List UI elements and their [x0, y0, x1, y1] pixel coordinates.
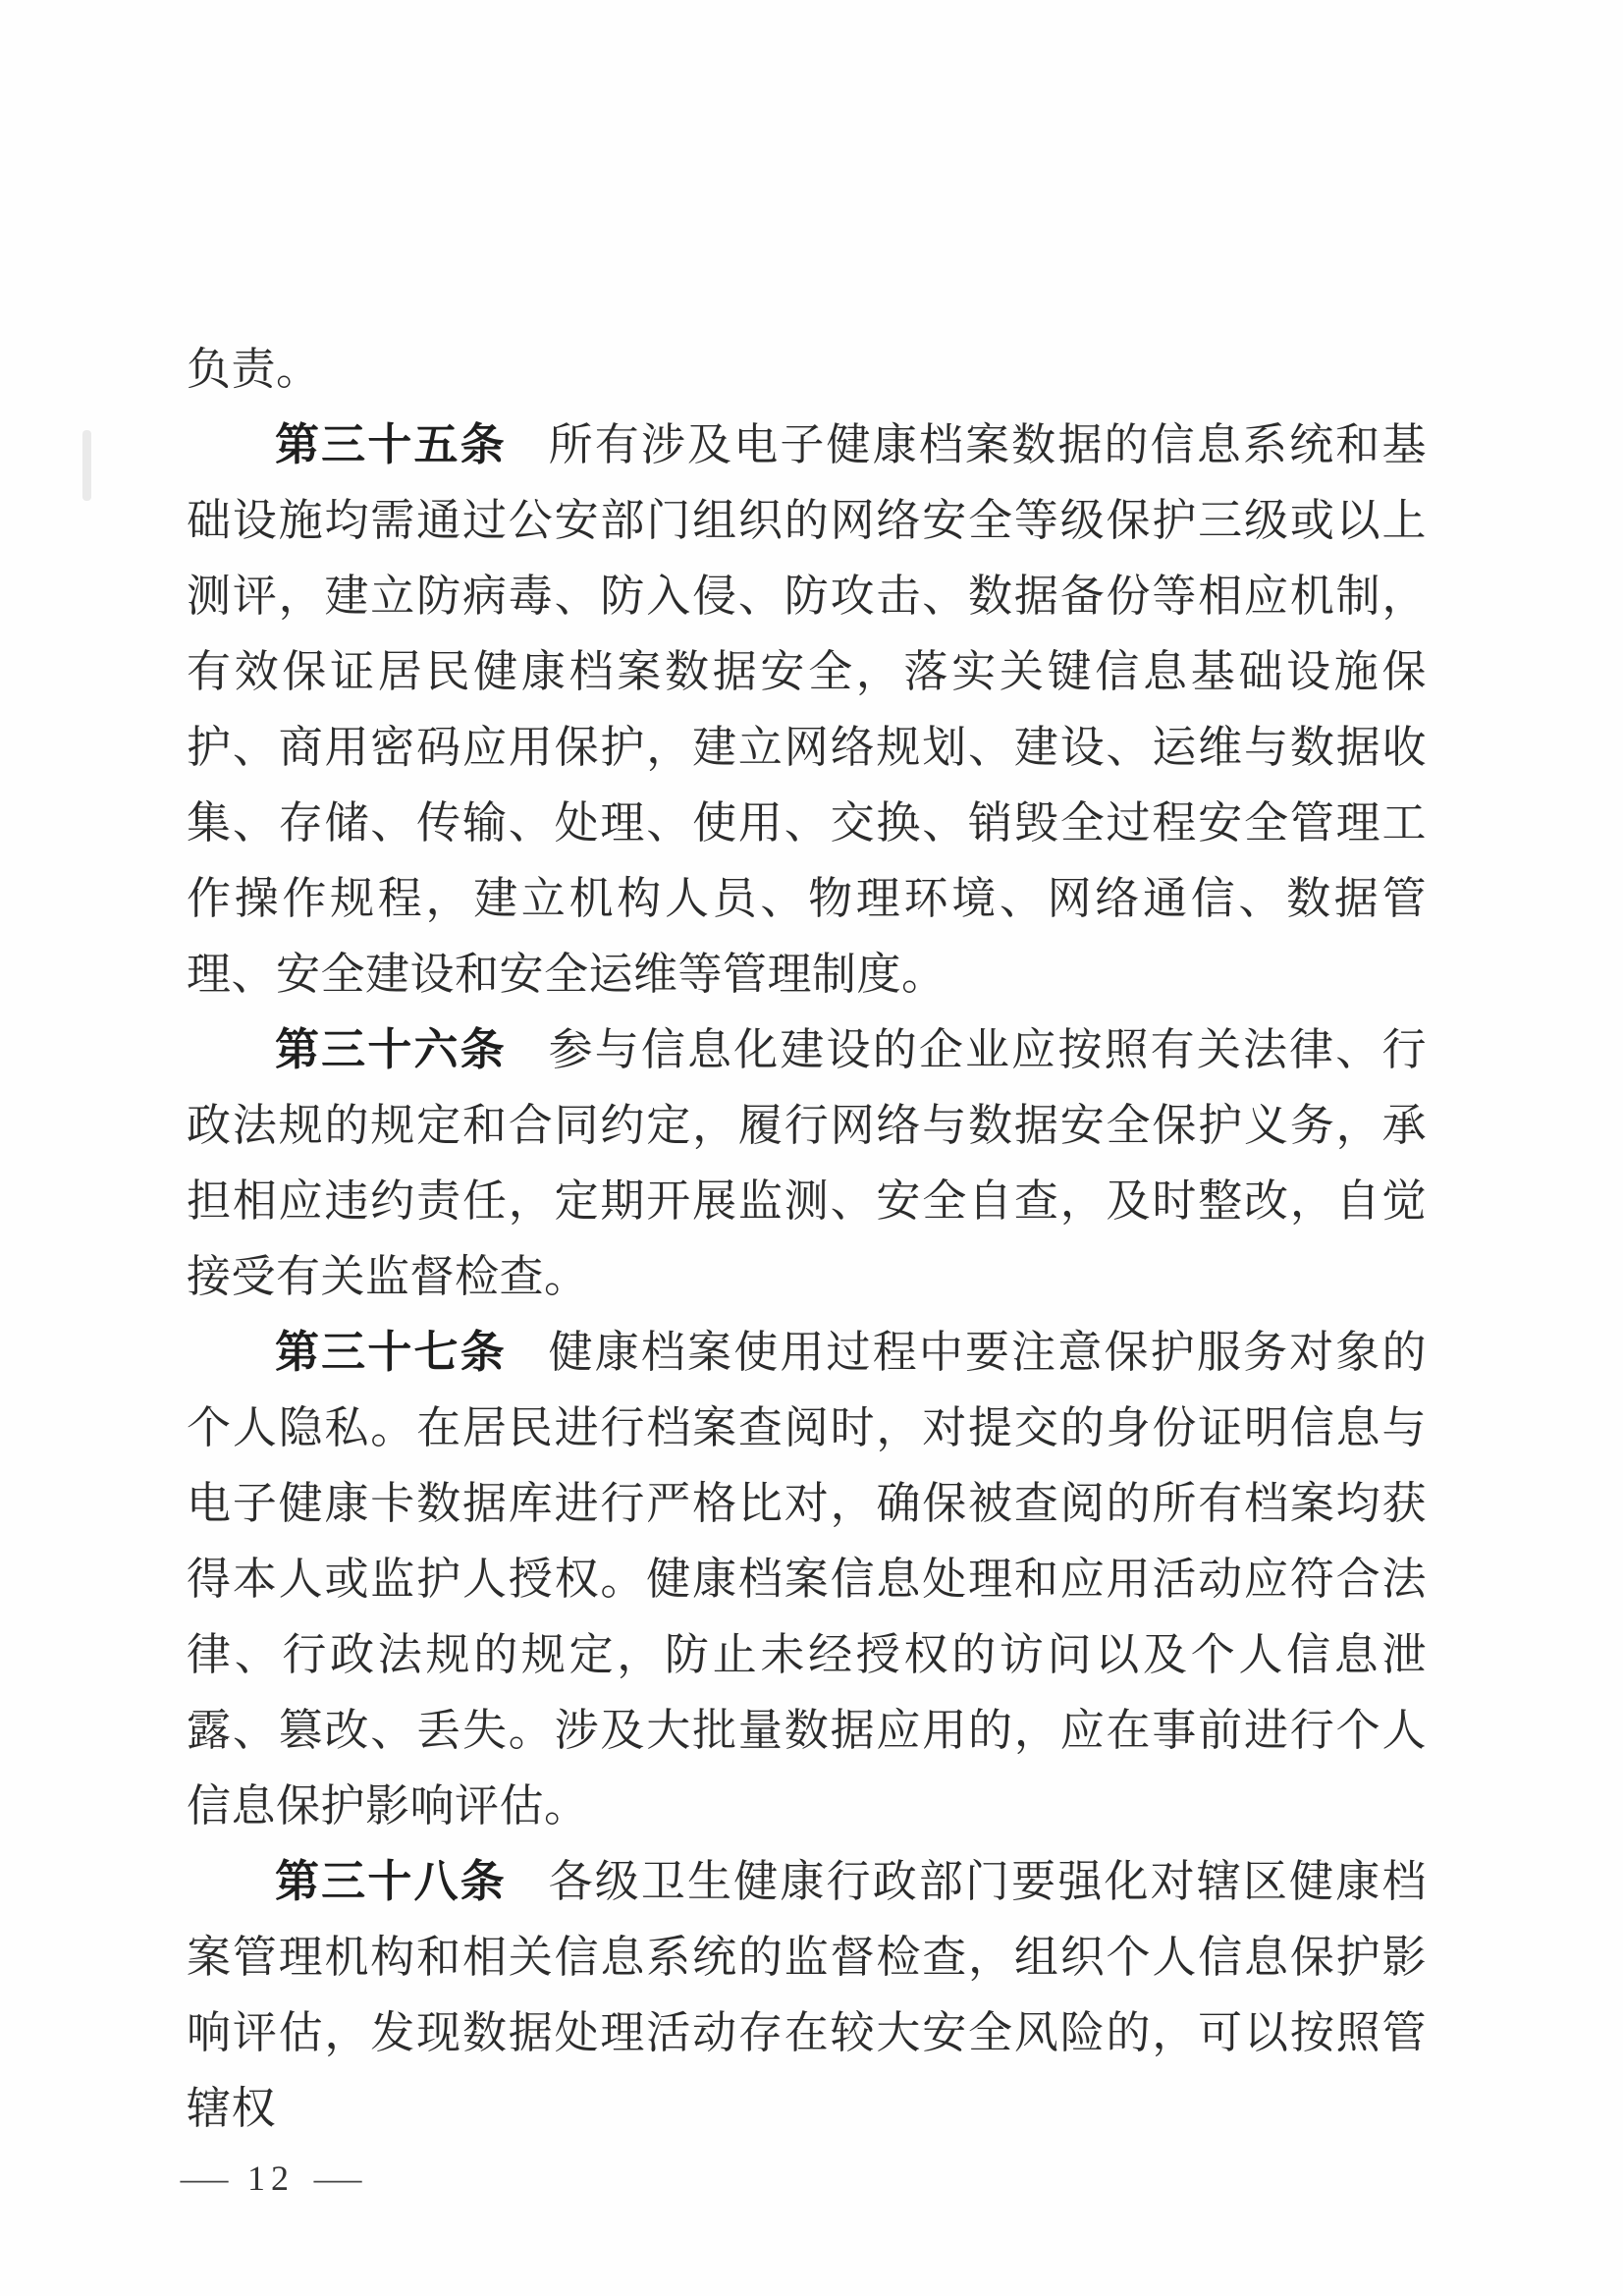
article-number: 第三十七条 — [275, 1328, 507, 1377]
article-number: 第三十五条 — [275, 420, 507, 469]
paragraph-text: 所有涉及电子健康档案数据的信息系统和基础设施均需通过公安部门组织的网络安全等级保护三级或以上测评，建立防病毒、防入侵、防攻击、数据备份等相应机制，有效保证居民健康档案数据安全，落实关键信息基础设施保护、商用密码应用保护，建立网络规划、建设、运维与数据收集、存储、传输、处理、使用、交换、销毁全过程安全管理工作操作规程，建立机构人员、物理环境、网络通信、数据管理、安全建设和安全运维等管理制度。 — [187, 420, 1427, 999]
paragraph-article-38 — [187, 1844, 1427, 2147]
footer-dash-right: — — [313, 2159, 362, 2198]
paragraph-article-36 — [187, 1012, 1427, 1315]
page-number: 12 — [247, 2159, 295, 2198]
paragraph-text: 负责。 — [187, 345, 321, 394]
paragraph-text: 各级卫生健康行政部门要强化对辖区健康档案管理机构和相关信息系统的监督检查，组织个人信息保护影响评估，发现数据处理活动存在较大安全风险的，可以按照管辖权 — [187, 1857, 1427, 2133]
scan-artifact — [82, 430, 91, 501]
paragraph-text: 参与信息化建设的企业应按照有关法律、行政法规的规定和合同约定，履行网络与数据安全保护义务，承担相应违约责任，定期开展监测、安全自查，及时整改，自觉接受有关监督检查。 — [187, 1025, 1427, 1301]
article-number: 第三十六条 — [275, 1025, 507, 1074]
footer-dash-left: — — [180, 2159, 229, 2198]
paragraph-article-37 — [187, 1315, 1427, 1844]
paragraph-text: 健康档案使用过程中要注意保护服务对象的个人隐私。在居民进行档案查阅时，对提交的身份证明信息与电子健康卡数据库进行严格比对，确保被查阅的所有档案均获得本人或监护人授权。健康档案信息处理和应用活动应符合法律、行政法规的规定，防止未经授权的访问以及个人信息泄露、篡改、丢失。涉及大批量数据应用的，应在事前进行个人信息保护影响评估。 — [187, 1328, 1427, 1831]
document-body — [187, 332, 1427, 2147]
paragraph-article-35 — [187, 408, 1427, 1012]
page-footer — [180, 2157, 362, 2200]
article-number: 第三十八条 — [275, 1857, 507, 1906]
paragraph-continuation — [187, 332, 1427, 408]
